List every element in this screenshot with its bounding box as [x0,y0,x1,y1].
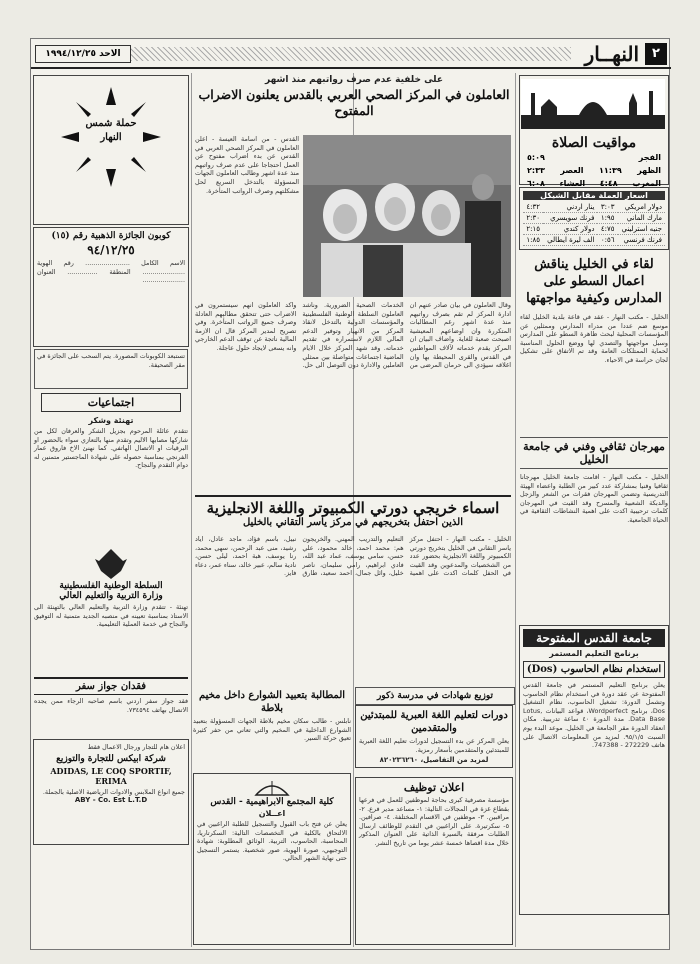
body-text: يعلن عن فتح باب القبول والتسجيل للطلبة الراغبين في الالتحاق بالكلية في التخصصات التالية: السكرتاريا، المحاسبة، الحاسوب، التربية. الوثائق المطلوبة: شهادة التوجيهي، صورة الهوية، صور شخصية. يستمر التسجيل حتى نهاية الشهر الحالي. [197,820,347,863]
body-text: القدس - من اسامة العيسة - اعلن العاملون في المركز الصحي العربي في القدس عن بدء اضراب مفتوح عن العمل احتجاجا على عدم صرف رواتبهم منذ عدة اشهر وطالب العاملون الجهات المسؤولة بالتدخل السريع لحل مشكلتهم وصرف الرواتب المتأخرة. [195,135,299,195]
prayer-title: مواقيت الصلاة [551,135,637,151]
currency-name: مارك الماني [618,213,665,224]
coupon-note: تستبعد الكوبونات المصورة. يتم السحب على الجائزة في مقر الصحيفة. [34,349,188,389]
headline-festival: مهرجان ثقافي وفني في جامعة الخليل [520,437,668,469]
mid-left-column [193,73,351,947]
passport-title: فقدان جواز سفر [34,677,188,695]
currency-value: ٤:٧٥ [597,224,617,235]
table-row [523,235,665,246]
column-rule [191,73,192,947]
mosque-skyline-icon [521,79,665,129]
currency-name: دولار امريكي [618,202,665,213]
currency-value: ٠:٥٦ [597,235,617,246]
body-text: يعلن المركز عن بدء التسجيل لدورات تعليم اللغة العبرية للمبتدئين والمتقدمين بأسعار رمزية. [359,737,509,754]
prayer-times-box [519,75,669,188]
prayer-name: المغرب [632,179,661,188]
ministry-name: وزارة التربية والتعليم العالي [59,591,163,601]
prayer-time: ١١:٣٩ [598,166,622,175]
currency-value: ٤:٣٢ [523,202,543,213]
currency-value: ١:٨٥ [523,235,543,246]
body-text: جميع انواع الملابس والادوات الرياضية الاصلية بالجملة. [42,787,185,796]
body-text: يعلن برنامج التعليم المستمر في جامعة القدس المفتوحة عن عقد دورة في استخدام نظام الحاسوب وتشمل الدورة: تشغيل الحاسوب، نظام التشغيل Dos، برنامج Wordperfect، قواعد البيانات Lotus, Data Base. مدة الدورة ٤٠ ساعة تدريبية. مكان انعقاد الدورة مقر الجامعة في الخليل. موعد البدء يوم السبت ٩٥/١/٥. لمزيد من المعلومات الاتصال على هاتف 272229 - 747388. [523,681,665,750]
job-title: اعلان توظيف [403,781,465,794]
authority-name: السلطة الوطنية الفلسطينية [59,581,163,591]
currency-value: ١:٩٥ [597,213,617,224]
newspaper-page [30,38,670,950]
prayer-time: ٢:٣٣ [527,166,545,175]
eagle-emblem-icon [91,547,131,581]
page-number: ٢ [645,43,667,65]
currency-value: ٢:٣٠ [523,213,543,224]
currency-name: فرنك سويسري [543,213,597,224]
headline-hebron: لقاء في الخليل يناقش اعمال السطو على المدارس وكيفية مواجهتها [526,257,662,306]
college-subtitle: اعــلان [258,809,286,818]
computer-course: استخدام نظام الحاسوب (Dos) [523,661,665,678]
university-subtitle: برنامج التعليم المستمر [549,649,639,658]
social-title: اجتماعيات [41,393,181,412]
company-ad [33,739,189,845]
body-text: الخليل - مكتب النهار - عقد في قاعة بلدية الخليل لقاء موسع ضم عددا من مدراء المدارس وممثلين عن المؤسسات المحلية لبحث ظاهرة السطو على المدارس وسبل مواجهتها والتصدي لها ووضع الحلول المناسبة لحماية الممتلكات العامة وقد تم الاتفاق على تشكيل لجان حراسة في الاحياء. [520,313,668,364]
column-rule [515,73,516,947]
hebrew-course-ad [355,705,513,768]
prayer-name: الظهر [637,166,661,175]
prayer-time: ٦:٠٨ [527,179,545,188]
school-headline: توزيع شهادات في مدرسة ذكور [355,687,515,705]
college-title: كلية المجتمع الابراهيمية - القدس [210,797,334,807]
university-title: جامعة القدس المفتوحة [523,629,665,647]
currency-name: دولار كندي [543,224,597,235]
currency-box [519,187,669,250]
graduates-headline: اسماء خريجي دورتي الكمبيوتر واللغة الانجليزية [195,495,511,518]
prayer-name: الفجر [638,153,661,162]
brands: ADIDAS, LE COQ SPORTIF, ERIMA [50,765,172,786]
right-column [517,73,671,947]
hebrew-title: دورات لتعليم اللغة العبرية للمبتدئين والمتقدمين [360,710,508,734]
masthead-hatch [131,47,571,61]
coupon-date: ٩٤/١٢/٢٥ [87,243,135,257]
job-ad [355,777,513,945]
body-text: تهنئة - تتقدم وزارة التربية والتعليم العالي بالتهنئة الى الاستاذ بمناسبة تعيينه في منصبه الجديد متمنية له التوفيق والنجاح في خدمة العملية التعليمية. [34,603,188,629]
prayer-name: العصر [560,166,584,175]
sun-graphic [61,87,161,187]
university-ad [519,625,669,915]
graduates-subtitle: الذين احتفل بتخريجهم في مركز ياسر التقاني بالخليل [242,517,464,528]
body-text: اعلان هام للتجار ورجال الاعمال فقط [87,743,185,751]
body-text: الخليل - مكتب النهار - اقامت جامعة الخليل مهرجانا ثقافيا وفنيا بمشاركة عدد كبير من الطلبة واعضاء الهيئة التدريسية وتضمن المهرجان فقرات من الشعر والزجل والدبكة الشعبية والمسرح وقد القيت في المهرجان كلمات ترحيبية اكدت على اهمية النشاطات الثقافية في الحياة الجامعية. [520,473,668,524]
currency-table [523,202,665,246]
currency-name: الف ليرة ايطالي [543,235,597,246]
campaign-box [33,75,189,225]
body-text: نابلس - طالب سكان مخيم بلاطة الجهات المسؤولة بتعبيد الشوارع الداخلية في المخيم والتي تعاني من حفر كثيرة تعيق حركة السير. [193,717,351,743]
table-row [523,224,665,235]
coupon-box [33,227,189,347]
thanks-title: تهنئة وشكر [88,416,134,425]
prayer-row [523,151,665,164]
campaign-title: حملة شمس النهار [85,118,137,143]
main-kicker: على خلفية عدم صرف رواتبهم منذ اشهر [264,75,444,85]
main-story-body: وقال العاملون في بيان صادر عنهم ان ادارة المركز لم تقم بصرف رواتبهم منذ عدة اشهر رغم المطالبات المتكررة وان اوضاعهم المعيشية اصبحت صعبة للغاية. واضاف البيان ان المركز يقدم خدماته لآلاف المواطنين في القدس والقرى المحيطة بها وان اغلاقه سيؤدي الى حرمان المرضى من الخدمات الصحية الضرورية. وناشد العاملون السلطة الوطنية الفلسطينية والمؤسسات الدولية بالتدخل لانقاذ المركز من الانهيار وتوفير الدعم المالي اللازم لاستمراره في تقديم خدماته. وقد شهد المركز خلال الايام الماضية اجتماعات متواصلة بين ممثلي العاملين والادارة دون التوصل الى حل. واكد العاملون انهم سيستمرون في الاضراب حتى تتحقق مطالبهم العادلة وصرف جميع الرواتب المتأخرة. وفي تصريح لمدير المركز قال ان الازمة المالية ناتجة عن توقف الدعم الخارجي وانه يسعى لايجاد حلول عاجلة. [195,301,511,370]
body-text: تتقدم عائلة المرحوم بجزيل الشكر والعرفان لكل من شاركها مصابها الاليم وتقدم منها بالتعازي سواء بالحضور او البرقيات او الاتصال الهاتفي. كما نهنئ الاخ فاروق عمار الفرنجي بمناسبة حصوله على شهادة الماجستير متمنين له دوام التقدم والنجاح. [34,427,188,470]
hebrew-info: لمزيد من التفاصيل، ٨٢٠٢٣٦٢٦٠ [379,756,489,765]
prayer-row [523,164,665,177]
issue-date: الاحد ١٩٩٤/١٢/٢٥ [35,45,131,63]
currency-value: ٣:٠٣ [597,202,617,213]
left-column [31,73,191,947]
table-row [523,202,665,213]
graduates-body: الخليل - مكتب النهار - احتفل مركز ياسر التقاني في الخليل بتخريج دورتي الكمبيوتر واللغة الانجليزية بحضور عدد من الشخصيات والمدعوين وقد القيت في الحفل كلمات اكدت على اهمية التعليم والتدريب المهني. والخريجون هم: محمد احمد، خالد محمود، علي حسن، سامي يوسف، عماد عبد الله، فادي ابراهيم، رامي سليمان، ناصر خليل، وائل جمال، احمد سعيد، طارق نبيل، باسم فؤاد، ماجد عادل، اياد رشيد، منى عبد الرحمن، سهى محمد، رنا يوسف، هبة احمد، ليلى حسن، نادية سالم، عبير خالد، سناء عمر، دعاء فايز. [195,535,511,578]
currency-name: ينار اردني [543,202,597,213]
company-name: شركة ابيكس للتجارة والتوزيع [56,753,166,764]
currency-value: ٢:١٥ [523,224,543,235]
currency-title: اسعار العملة مقابل الشيكل [523,191,665,200]
paper-name: النهــار [584,42,639,66]
company-en: ABY - Co. Est L.T.D [74,796,148,805]
coupon-title: كوبون الجائزة الذهبية رقم (١٥) [51,231,171,241]
prayer-time: ٤:٤٨ [599,179,618,188]
prayer-time: ٥:٠٩ [527,153,545,162]
masthead [31,39,671,69]
currency-name: فرنك فرنسي [618,235,665,246]
prayer-name: العشاء [559,179,586,188]
currency-name: جنيه استرليني [618,224,665,235]
roads-headline: المطالبة بتعبيد الشوارع داخل مخيم بلاطة [198,690,346,714]
body-text: الاسم الكامل ...................... رقم الهوية ..................... المنطقة ............... العنوان ..................... [37,259,185,285]
body-text: فقد جواز سفر اردني باسم صاحبه الرجاء ممن يجده الاتصال بهاتف ٧٣٤٥٩٤. [34,697,188,714]
body-text: مؤسسة مصرفية كبرى بحاجة لموظفين للعمل في فرعها بقطاع غزة في المجالات التالية: ١- مساعد مدير فرع. ٢- مراقبين. ٣- موظفين في الاقسام المختلفة. ٤- صرافين. ٥- سكرتيرة. على الراغبين في التقدم للوظائف ارسال الطلبات مرفقة بالسيرة الذاتية على العنوان المذكور خلال مدة اقصاها خمسة عشر يوما من تاريخ النشر. [359,796,509,847]
prayer-row [523,177,665,190]
main-headline: العاملون في المركز الصحي العربي بالقدس يعلنون الاضراب المفتوح [198,87,510,118]
table-row [523,213,665,224]
